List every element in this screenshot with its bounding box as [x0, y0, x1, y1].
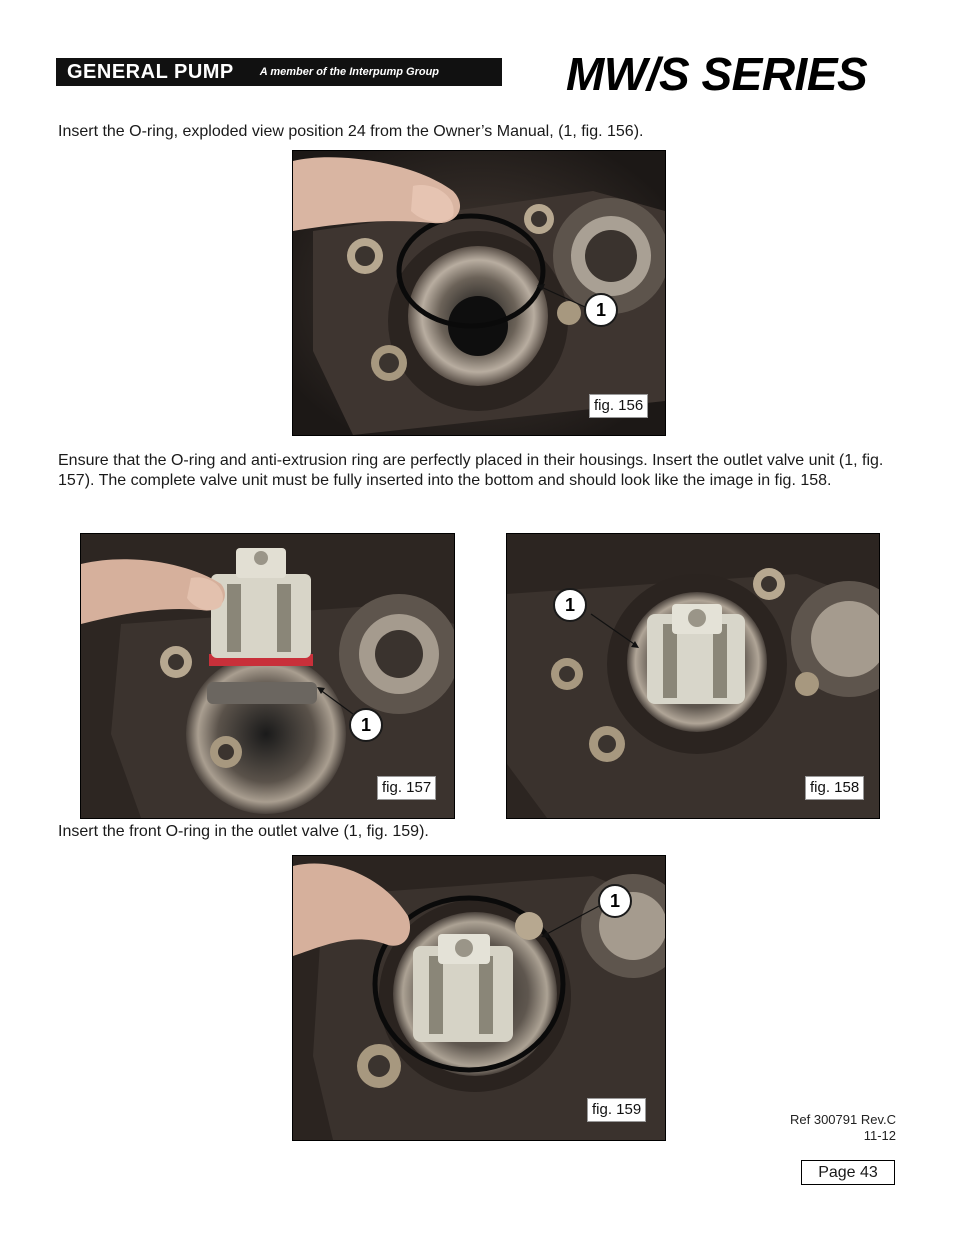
- figure-label: fig. 157: [377, 776, 436, 800]
- brand-name: GENERAL PUMP: [67, 60, 234, 83]
- brand-tagline: A member of the Interpump Group: [259, 66, 440, 78]
- instruction-text-3: Insert the front O-ring in the outlet valve (1, fig. 159).: [58, 823, 429, 840]
- callout-1: 1: [553, 588, 587, 622]
- callout-1: 1: [349, 708, 383, 742]
- document-reference: [790, 1112, 896, 1144]
- figure-156-photo: [292, 150, 666, 436]
- revision-date: 11-12: [863, 1128, 896, 1143]
- series-title: MW/S SERIES: [566, 48, 868, 100]
- figure-label: fig. 156: [589, 394, 648, 418]
- brand-bar: [56, 58, 502, 86]
- reference-number: Ref 300791 Rev.C: [790, 1112, 896, 1127]
- callout-1: 1: [598, 884, 632, 918]
- figure-157-photo: [80, 533, 455, 819]
- pump-head-oring-image: [293, 151, 665, 435]
- page-number: Page 43: [801, 1160, 895, 1185]
- figure-label: fig. 158: [805, 776, 864, 800]
- figure-159-photo: [292, 855, 666, 1141]
- callout-1: 1: [584, 293, 618, 327]
- instruction-text-2: Ensure that the O-ring and anti-extrusion ring are perfectly placed in their housings. Insert the outlet valve unit (1, fig. 157). The complete valve unit must be fully inserted into the bottom and should look like the image in fig. 158.: [58, 452, 884, 489]
- figure-label: fig. 159: [587, 1098, 646, 1122]
- instruction-text-1: Insert the O-ring, exploded view position 24 from the Owner’s Manual, (1, fig. 156).: [58, 123, 644, 140]
- figure-158-photo: [506, 533, 880, 819]
